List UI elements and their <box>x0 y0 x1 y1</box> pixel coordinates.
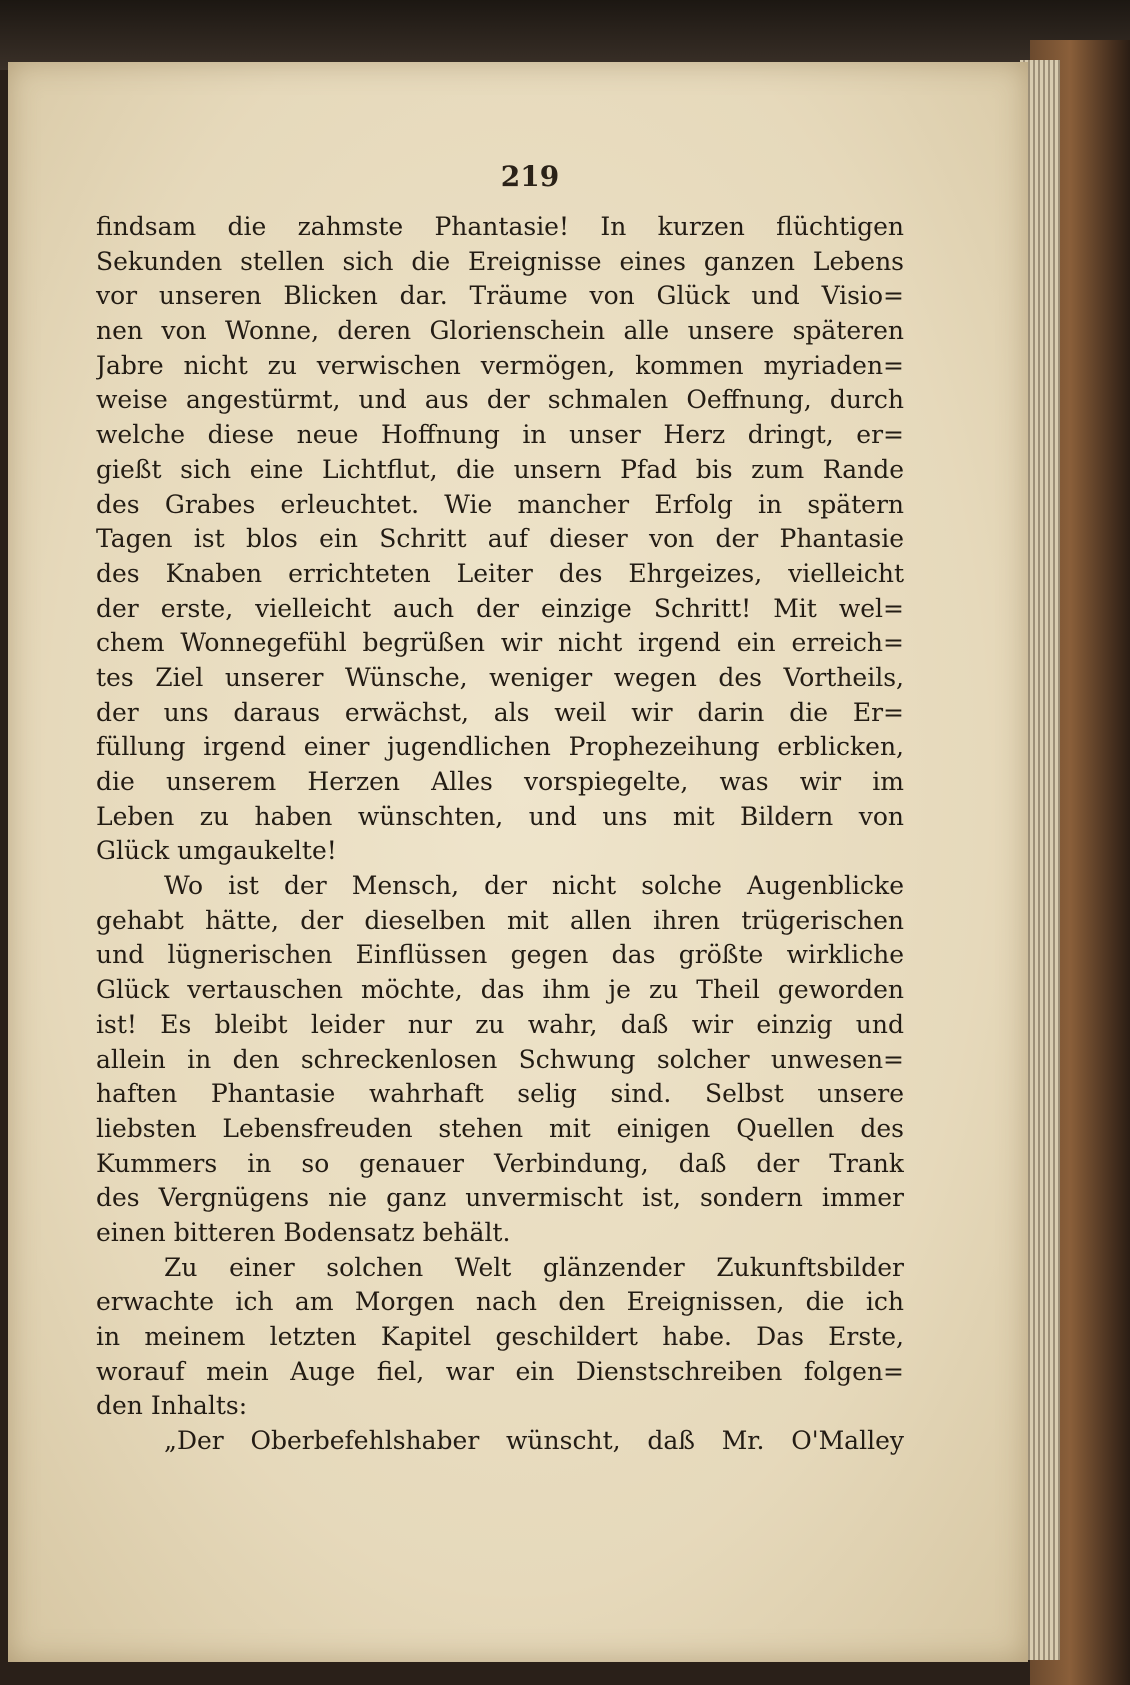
text-line: welche diese neue Hoffnung in unser Herz dringt, er= <box>96 420 904 450</box>
text-line: weise angestürmt, und aus der schmalen Oeffnung, durch <box>96 385 904 415</box>
text-line: der erste, vielleicht auch der einzige Schritt! Mit wel= <box>96 593 904 623</box>
text-line: haften Phantasie wahrhaft selig sind. Selbst unsere <box>96 1079 904 1109</box>
text-line: Glück vertauschen möchte, das ihm je zu Theil geworden <box>96 975 904 1005</box>
text-line: Wo ist der Mensch, der nicht solche Augenblicke <box>164 871 904 901</box>
text-line: „Der Oberbefehlshaber wünscht, daß Mr. O'Malley <box>164 1426 904 1456</box>
text-line: Glück umgaukelte! <box>96 836 337 866</box>
book-cover-edge <box>0 0 1130 70</box>
text-line: Tagen ist blos ein Schritt auf dieser von der Phantasie <box>96 524 904 554</box>
text-line: vor unseren Blicken dar. Träume von Glück und Visio= <box>96 281 904 311</box>
text-line: in meinem letzten Kapitel geschildert habe. Das Erste, <box>96 1322 904 1351</box>
page-number: 219 <box>500 160 560 193</box>
text-line: gehabt hätte, der dieselben mit allen ihren trügerischen <box>96 905 904 935</box>
text-line: ist! Es bleibt leider nur zu wahr, daß wir einzig und <box>96 1009 904 1039</box>
text-line: des Vergnügens nie ganz unvermischt ist, sondern immer <box>96 1183 904 1213</box>
text-line: gießt sich eine Lichtflut, die unsern Pfad bis zum Rande <box>96 454 904 484</box>
text-line: liebsten Lebensfreuden stehen mit einigen Quellen des <box>96 1113 904 1143</box>
text-line: tes Ziel unserer Wünsche, weniger wegen des Vortheils, <box>96 662 904 692</box>
text-line: Zu einer solchen Welt glänzender Zukunftsbilder <box>164 1252 904 1282</box>
text-line: Leben zu haben wünschten, und uns mit Bildern von <box>96 801 904 831</box>
text-line: füllung irgend einer jugendlichen Prophezeihung erblicken, <box>96 732 904 762</box>
text-line: erwachte ich am Morgen nach den Ereignissen, die ich <box>96 1287 904 1317</box>
text-line: den Inhalts: <box>96 1391 248 1421</box>
text-line: Sekunden stellen sich die Ereignisse eines ganzen Lebens <box>96 246 904 276</box>
text-line: des Knaben errichteten Leiter des Ehrgeizes, vielleicht <box>96 558 904 588</box>
body-text <box>96 210 904 1459</box>
text-line: einen bitteren Bodensatz behält. <box>96 1217 511 1247</box>
text-line: findsam die zahmste Phantasie! In kurzen flüchtigen <box>96 212 904 241</box>
text-line: Kummers in so genauer Verbindung, daß der Trank <box>96 1148 904 1178</box>
text-line: worauf mein Auge fiel, war ein Dienstschreiben folgen= <box>96 1356 904 1386</box>
text-line: der uns daraus erwächst, als weil wir darin die Er= <box>96 697 904 727</box>
text-line: und lügnerischen Einflüssen gegen das größte wirkliche <box>96 940 904 970</box>
text-line: nen von Wonne, deren Glorienschein alle unsere späteren <box>96 316 904 346</box>
text-line: des Grabes erleuchtet. Wie mancher Erfolg in spätern <box>96 489 904 519</box>
text-line: die unserem Herzen Alles vorspiegelte, was wir im <box>96 767 904 796</box>
text-line: Jabre nicht zu verwischen vermögen, kommen myriaden= <box>96 350 904 380</box>
text-line: chem Wonnegefühl begrüßen wir nicht irgend ein erreich= <box>96 628 904 658</box>
text-line: allein in den schreckenlosen Schwung solcher unwesen= <box>96 1044 904 1074</box>
